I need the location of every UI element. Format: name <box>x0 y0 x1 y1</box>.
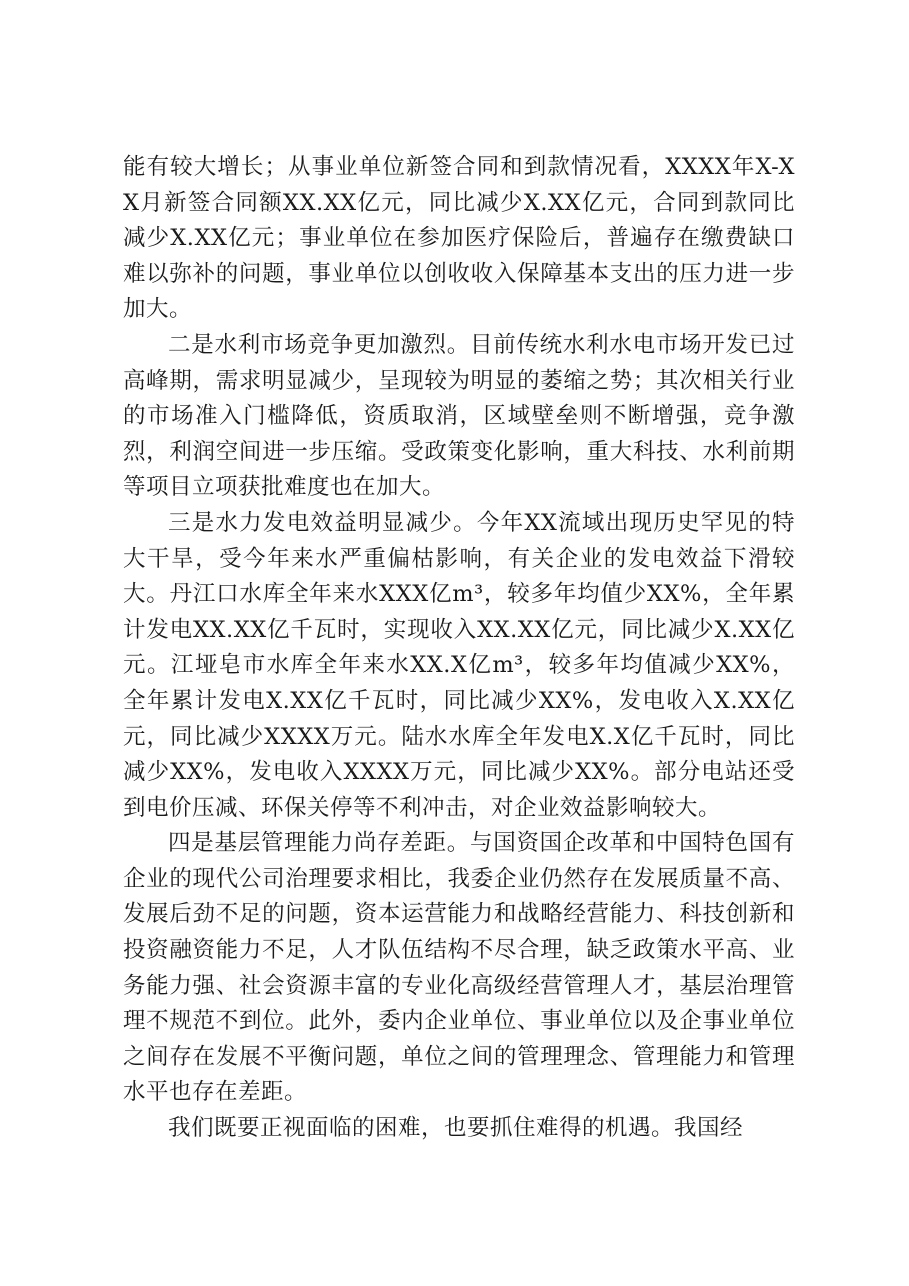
body-text <box>123 150 795 1147</box>
paragraph-market-competition: 二是水利市场竞争更加激烈。目前传统水利水电市场开发已过高峰期，需求明显减少，呈现较为明显的萎缩之势；其次相关行业的市场准入门槛降低，资质取消，区域壁垒则不断增强，竞争激烈，利润空间进一步压缩。受政策变化影响，重大科技、水利前期等项目立项获批难度也在加大。 <box>123 331 795 501</box>
paragraph-management-capacity: 四是基层管理能力尚存差距。与国资国企改革和中国特色国有企业的现代公司治理要求相比，我委企业仍然存在发展质量不高、发展后劲不足的问题，资本运营能力和战略经营能力、科技创新和投资融资能力不足，人才队伍结构不尽合理，缺乏政策水平高、业务能力强、社会资源丰富的专业化高级经营管理人才，基层治理管理不规范不到位。此外，委内企业单位、事业单位以及企事业单位之间存在发展不平衡问题，单位之间的管理理念、管理能力和管理水平也存在差距。 <box>123 830 795 1106</box>
paragraph-opportunities: 我们既要正视面临的困难，也要抓住难得的机遇。我国经 <box>168 1115 744 1142</box>
paragraph-continued: 能有较大增长；从事业单位新签合同和到款情况看，XXXX年X-XX月新签合同额XX.XX亿元，同比减少X.XX亿元，合同到款同比减少X.XX亿元；事业单位在参加医疗保险后，普遍存在缴费缺口难以弥补的问题，事业单位以创收收入保障基本支出的压力进一步加大。 <box>123 154 795 323</box>
paragraph-hydropower-benefit: 三是水力发电效益明显减少。今年XX流域出现历史罕见的特大干旱，受今年来水严重偏枯影响，有关企业的发电效益下滑较大。丹江口水库全年来水XXX亿m³，较多年均值少XX%，全年累计发电XX.XX亿千瓦时，实现收入XX.XX亿元，同比减少X.XX亿元。江垭皂市水库全年来水XX.X亿m³，较多年均值减少XX%，全年累计发电X.XX亿千瓦时，同比减少XX%，发电收入X.XX亿元，同比减少XXXX万元。陆水水库全年发电X.X亿千瓦时，同比减少XX%，发电收入XXXX万元，同比减少XX%。部分电站还受到电价压减、环保关停等不利冲击，对企业效益影响较大。 <box>123 509 795 821</box>
